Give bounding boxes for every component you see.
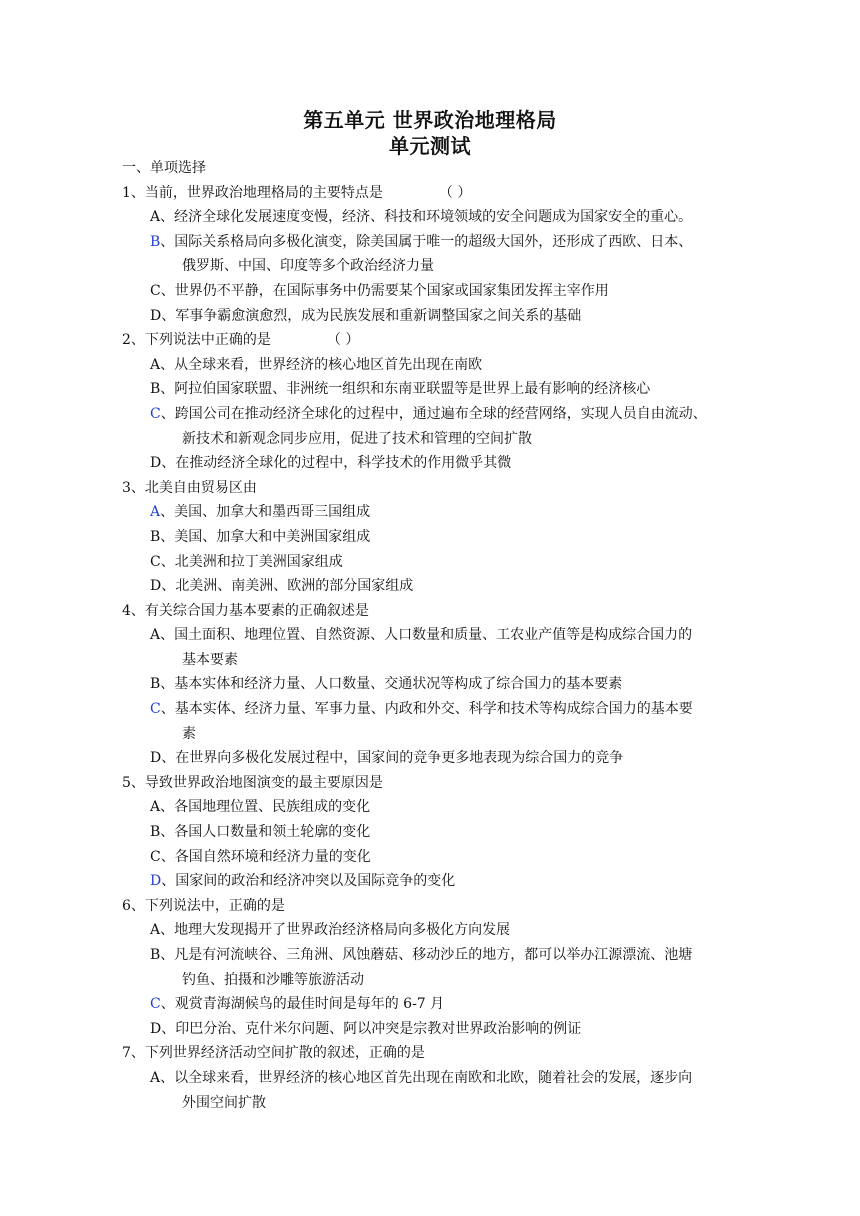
option-b (122, 943, 752, 968)
question-text: 1、当前，世界政治地理格局的主要特点是 (122, 184, 383, 201)
option-text: 、基本实体和经济力量、人口数量、交通状况等构成了综合国力的基本要素 (160, 676, 623, 693)
option-text: 、国家间的政治和经济冲突以及国际竞争的变化 (161, 873, 456, 890)
question-stem (122, 181, 752, 206)
document-subtitle: 单元测试 (389, 134, 471, 158)
option-b (122, 672, 752, 697)
option-text: 、北美洲、南美洲、欧洲的部分国家组成 (161, 578, 414, 595)
option-text: 、美国、加拿大和中美洲国家组成 (160, 528, 371, 545)
option-d (122, 451, 752, 476)
option-letter: B (150, 676, 161, 693)
option-letter: D (150, 578, 162, 595)
option-letter: D (150, 1020, 162, 1037)
option-c (122, 550, 752, 575)
option-letter: C (150, 553, 161, 570)
option-text: 、国际关系格局向多极化演变，除美国属于唯一的超级大国外，还形成了西欧、日本、 (160, 233, 693, 250)
option-text: 、从全球来看，世界经济的核心地区首先出现在南欧 (160, 356, 483, 373)
option-b (122, 525, 752, 550)
option-text: 、各国自然环境和经济力量的变化 (160, 848, 371, 865)
option-text: 、观赏青海湖候鸟的最佳时间是每年的 6-7 月 (160, 996, 445, 1013)
option-c (122, 992, 752, 1017)
option-letter: C (150, 282, 161, 299)
option-text: 、美国、加拿大和墨西哥三国组成 (160, 504, 371, 521)
option-letter: B (150, 528, 161, 545)
option-b (122, 377, 752, 402)
question-text: 5、导致世界政治地图演变的最主要原因是 (122, 774, 383, 791)
option-text: 、以全球来看，世界经济的核心地区首先出现在南欧和北欧，随着社会的发展，逐步向 (160, 1069, 693, 1086)
option-text: 、军事争霸愈演愈烈，成为民族发展和重新调整国家之间关系的基础 (161, 307, 582, 324)
option-text-continued: 素 (182, 725, 196, 742)
option-letter: D (150, 873, 162, 890)
option-text: 、在推动经济全球化的过程中，科学技术的作用微乎其微 (161, 455, 512, 472)
option-letter: A (150, 356, 161, 373)
option-letter: A (150, 799, 161, 816)
option-a (122, 205, 752, 230)
option-text: 、凡是有河流峡谷、三角洲、风蚀蘑菇、移动沙丘的地方，都可以举办江源漂流、池塘 (160, 947, 693, 963)
question-stem (122, 328, 752, 353)
option-a (122, 795, 752, 820)
question-text: 3、北美自由贸易区由 (122, 479, 257, 496)
option-text: 、经济全球化发展速度变慢，经济、科技和环境领域的安全问题成为国家安全的重心。 (160, 209, 693, 226)
option-letter: A (150, 627, 161, 644)
option-letter: D (150, 307, 162, 324)
option-letter: D (150, 750, 162, 767)
option-d (122, 574, 752, 599)
option-d (122, 304, 752, 329)
option-a (122, 353, 752, 378)
question-text: 2、下列说法中正确的是 (122, 332, 271, 349)
option-letter: B (150, 824, 161, 841)
option-text: 、世界仍不平静，在国际事务中仍需要某个国家或国家集团发挥主宰作用 (160, 282, 609, 299)
option-text: 、北美洲和拉丁美洲国家组成 (160, 553, 343, 570)
document-title: 第五单元 世界政治地理格局 (303, 108, 557, 132)
option-text: 、跨国公司在推动经济全球化的过程中，通过遍布全球的经营网络，实现人员自由流动、 (160, 405, 707, 422)
option-letter: A (150, 922, 161, 939)
option-c (122, 402, 752, 427)
question-stem (122, 894, 752, 919)
option-c (122, 279, 752, 304)
option-letter: A (150, 504, 161, 521)
option-d (122, 746, 752, 771)
option-text: 、各国地理位置、民族组成的变化 (160, 799, 371, 816)
section-heading: 一、单项选择 (122, 160, 206, 176)
option-letter: A (150, 1069, 161, 1086)
option-a (122, 500, 752, 525)
option-letter: C (150, 701, 161, 718)
option-text: 、基本实体、经济力量、军事力量、内政和外交、科学和技术等构成综合国力的基本要 (160, 701, 693, 718)
option-a (122, 623, 752, 648)
option-c (122, 845, 752, 870)
answer-blank: （ ） (326, 332, 360, 349)
option-text: 、地理大发现揭开了世界政治经济格局向多极化方向发展 (160, 922, 511, 939)
option-letter: C (150, 848, 161, 865)
option-c (122, 697, 752, 722)
option-text-continued: 新技术和新观念同步应用，促进了技术和管理的空间扩散 (182, 430, 532, 447)
option-d (122, 869, 752, 894)
option-text: 、印巴分治、克什米尔问题、阿以冲突是宗教对世界政治影响的例证 (161, 1020, 582, 1037)
option-text: 、各国人口数量和领土轮廓的变化 (160, 824, 371, 841)
option-text-continued: 外围空间扩散 (182, 1094, 266, 1111)
option-text-continued: 俄罗斯、中国、印度等多个政治经济力量 (182, 258, 434, 275)
question-stem (122, 771, 752, 796)
option-b (122, 820, 752, 845)
option-text: 、国土面积、地理位置、自然资源、人口数量和质量、工农业产值等是构成综合国力的 (160, 627, 693, 644)
option-text: 、在世界向多极化发展过程中，国家间的竞争更多地表现为综合国力的竞争 (161, 750, 624, 767)
option-text-continued: 钓鱼、拍摄和沙雕等旅游活动 (182, 971, 364, 988)
option-a (122, 918, 752, 943)
option-a (122, 1066, 752, 1091)
option-letter: B (150, 947, 161, 963)
answer-blank: （ ） (438, 184, 472, 201)
question-list (122, 156, 752, 1115)
option-letter: B (150, 233, 161, 250)
question-text: 4、有关综合国力基本要素的正确叙述是 (122, 602, 369, 619)
option-text-continued: 基本要素 (182, 651, 238, 668)
question-stem (122, 599, 752, 624)
option-d (122, 1017, 752, 1042)
question-stem (122, 1041, 752, 1066)
option-letter: C (150, 405, 161, 422)
question-stem (122, 476, 752, 501)
option-letter: D (150, 455, 162, 472)
option-b (122, 230, 752, 255)
option-letter: B (150, 381, 161, 398)
question-text: 6、下列说法中，正确的是 (122, 897, 285, 914)
question-text: 7、下列世界经济活动空间扩散的叙述，正确的是 (122, 1045, 425, 1062)
option-letter: A (150, 209, 161, 226)
option-letter: C (150, 996, 161, 1013)
option-text: 、阿拉伯国家联盟、非洲统一组织和东南亚联盟等是世界上最有影响的经济核心 (160, 381, 651, 398)
